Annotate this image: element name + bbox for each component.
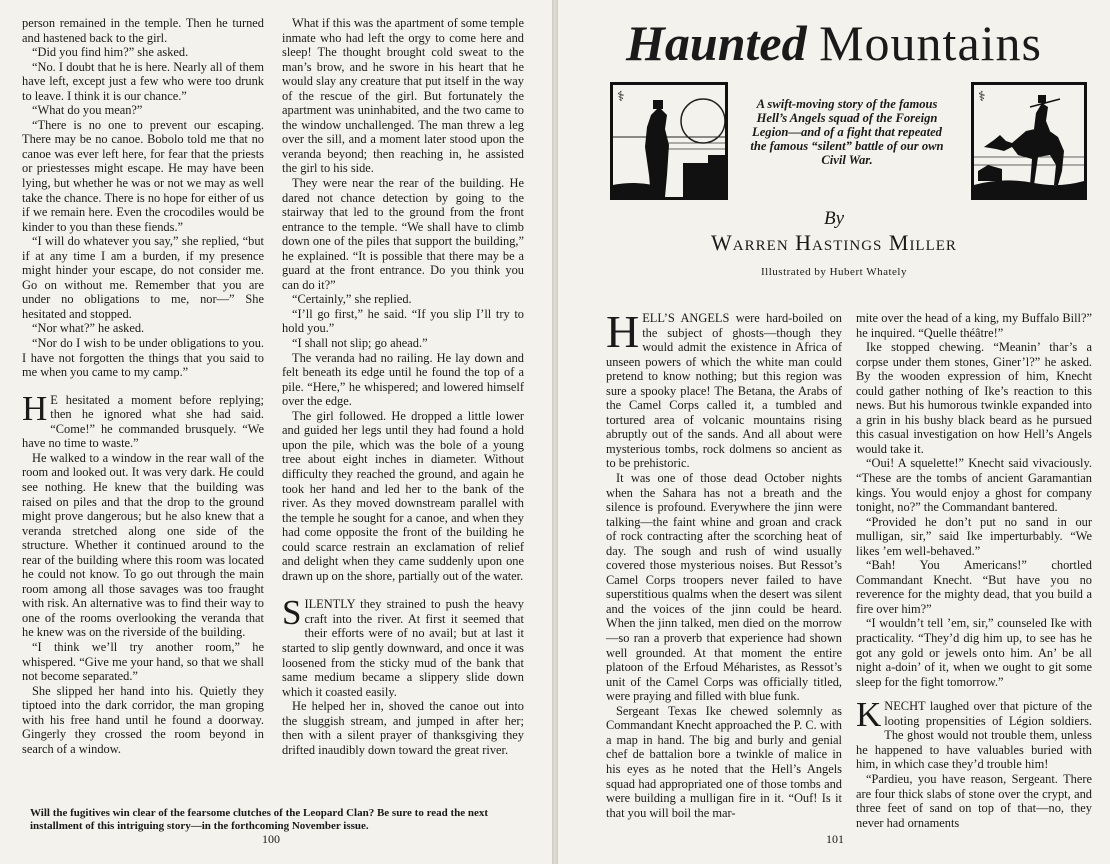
paragraph: “What do you mean?”	[32, 103, 143, 118]
continuation-note: Will the fugitives win clear of the fearsome clutches of the Leopard Clan? Be sure to read the next installment of this intriguing story—in the forthcoming November issue.	[30, 807, 489, 832]
drop-cap: H	[22, 388, 48, 428]
paragraph: The veranda had no railing. He lay down and felt beneath its edge until he found the top of a pile. “Here,” he whispered; and lowered himself over the edge.	[282, 350, 524, 409]
byline-by: By	[823, 208, 845, 229]
paragraph: “Nor do I wish to be under obligations to you. I have not forgotten the things that you said to me when you came to my camp.”	[22, 336, 264, 380]
section-opening: H E hesitated a moment before replying; then he ignored what she had said. “Come!” he commanded brusquely. “We have no time to waste.”	[22, 388, 264, 451]
paragraph: “Bah! You Americans!” chortled Commandant Knecht. “But have you no reverence for the mighty dead, that you build a fire over him?”	[856, 558, 1092, 616]
paragraph: “I shall not slip; go ahead.”	[292, 336, 428, 351]
paragraph: “I wouldn’t tell ’em, sir,” counseled Ike with practicality. “They’d dig him up, to see has he got any gold or jewels onto him. An’ be all night a-doin’ of it, when we ought to git some sleep for the fight tomorrow.”	[856, 616, 1092, 689]
drop-cap: K	[856, 695, 882, 735]
svg-text:⚕: ⚕	[978, 89, 986, 105]
author-name: Warren Hastings Miller	[711, 230, 957, 255]
paragraph: “I’ll go first,” he said. “If you slip I’ll try to hold you.”	[282, 306, 524, 336]
paragraph: He walked to a window in the rear wall of the room and looked out. It was very dark. He could see nothing. He knew that the building was raised on piles and that the drop to the ground might prove dangerous; but he also knew that a veranda stretched along one side of the structure. Whether it continued around to the rear of the building where this room was located he could not know. To go out through the main room among all those savages was too fraught with risk. An alternative was to find their way to one of the rooms overlooking the veranda that he knew was on the riverside of the building.	[22, 450, 264, 640]
left-column-2	[282, 16, 524, 757]
drop-cap: S	[282, 593, 302, 633]
title-rest: Mountains	[819, 15, 1042, 71]
right-column-2	[856, 311, 1092, 830]
story-title	[558, 14, 1110, 72]
paragraph: “I think we’ll try another room,” he whispered. “Give me your hand, so that we shall not become separated.”	[22, 639, 264, 684]
paragraph: “No. I doubt that he is here. Nearly all of them have left, except just a few who were too drunk to leave. I think it is our chance.”	[22, 59, 264, 103]
paragraph: Ike stopped chewing. “Meanin’ thar’s a corpse under them stones, Giner’l?” he asked. By the wooden expression of him, Knecht could gather nothing of Ike’s reaction to this news. But his humorous twinkle expanded into a grin in his bushy black beard as he pursued this casual investigation on how Hell’s Angels would take it.	[856, 340, 1092, 456]
soldier-silhouette-image	[613, 85, 725, 197]
svg-text:⚕: ⚕	[617, 89, 625, 105]
paragraph: What if this was the apartment of some temple inmate who had left the orgy to come here and sleep! The thought brought cold sweat to the man’s brow, and he swore in his heart that he would slay any creature that put itself in the way of the rescue of the girl. But fortunately the apartment was uninhabited, and the two came to the window unchallenged. The man threw a leg over the sill, and a moment later stood upon the veranda beyond; then reaching in, he assisted the girl to his side.	[282, 16, 524, 176]
right-page	[558, 0, 1110, 864]
paragraph: mite over the head of a king, my Buffalo Bill?” he inquired. “Quelle théâtre!”	[856, 311, 1092, 340]
paragraph: It was one of those dead October nights when the Sahara has not a breath and the silence is profound. Everywhere the jinn were talking—the faint whine and groan and crack of rock contracting after the scorching heat of day. The sough and rush of wind usually covered those mysterious noises. But Ressot’s Camel Corps troopers never failed to have superstitious qualms when the desert was silent and the voices of the jinn could be heard. When the jinn talked, men died on the morrow—so ran a proverb that experience had shown well grounded. At that moment the entire platoon of the Erfoud Méharistes, as Ressot’s unit of the Camel Corps was officially titled, were praying and filled with blue funk.	[606, 471, 842, 704]
camel-rider-silhouette-image	[974, 85, 1084, 197]
paragraph: person remained in the temple. Then he turned and hastened back to the girl.	[22, 16, 264, 45]
illustration-soldier	[610, 82, 728, 200]
paragraph: “Pardieu, you have reason, Sergeant. There are four thick slabs of stone over the crypt, and three feet of sand on top of that—no, they never had ornaments	[856, 771, 1092, 830]
title-italic: Haunted	[626, 15, 807, 71]
left-column-1	[22, 16, 264, 756]
paragraph: “Provided he don’t put no sand in our mulligan, sir,” said Ike imperturbably. “We likes ’em well-behaved.”	[856, 514, 1092, 558]
right-column-1	[606, 306, 842, 820]
paragraph: They were near the rear of the building. He dared not chance detection by going to the stairway that led to the ground from the front entrance to the temple. “We shall have to climb down one of the piles that support the building,” he explained. “It is possible that there may be a guard at the front entrance. Do you think you can do it?”	[282, 176, 524, 292]
illustration-camel-rider	[971, 82, 1087, 200]
illustrator-credit: Illustrated by Hubert Whately	[761, 266, 907, 278]
story-blurb: A swift-moving story of the famous Hell’s Angels squad of the Foreign Legion—and of a fight that repeated the famous “silent” battle of our own Civil War.	[750, 97, 944, 167]
paragraph: She slipped her hand into his. Quietly they tiptoed into the dark corridor, the man groping with his free hand until he found a doorway. Gingerly they crossed the room beyond in search of a window.	[22, 683, 264, 756]
left-page	[0, 0, 552, 864]
section-opening: HELL’S ANGELS were hard-boiled on the subject of ghosts—though they would admit the existence in Africa of unseen powers of which the white man could pretend to know nothing; but this region was sure a spooky place! The Betana, the Arabs of the Camel Corps called it, a tumbled and tortured area of volcanic mountains rising abruptly out of the sands. And all about were mysterious tombs, rock dolmens so ancient as to be prehistoric.	[606, 306, 842, 471]
drop-cap: H	[606, 306, 640, 357]
paragraph: “I will do whatever you say,” she replied, “but if at any time I am a burden, if my presence might hinder your escape, do not consider me. Go on without me. Remember that you are under no obligations to me, nor—” She hesitated and stopped.	[22, 234, 264, 321]
page-number: 100	[262, 832, 280, 846]
page-number: 101	[826, 832, 844, 846]
paragraph: “There is no one to prevent our escaping. There may be no canoe. Bobolo told me that no canoe was ever left here, for fear that the priests or priestesses might escape. He may have been lying, but whether he was or not we may as well take the chance. There is no hope for either of us if we remain here. Even the crocodiles would be kinder to you than these fiends.”	[22, 117, 264, 234]
paragraph: He helped her in, shoved the canoe out into the sluggish stream, and jumped in after her; then with a silent prayer of thanksgiving they drifted inaudibly down toward the great river.	[282, 699, 524, 757]
paragraph: “Nor what?” he asked.	[32, 321, 145, 336]
section-opening: KNECHT laughed over that picture of the looting propensities of Légion soldiers. The ghost would not trouble them, unless he happened to have valuables buried with him, in which case they’d trouble him!	[856, 695, 1092, 772]
paragraph: “Certainly,” she replied.	[292, 292, 412, 307]
paragraph: “Oui! A squelette!” Knecht said vivaciously. “These are the tombs of ancient Garamantian kings. You would enjoy a ghost for company tonight, no?” the Commandant bantered.	[856, 456, 1092, 515]
paragraph: “Did you find him?” she asked.	[32, 45, 189, 60]
paragraph: Sergeant Texas Ike chewed solemnly as Commandant Knecht approached the P. C. with a map in hand. The big and burly and genial chef de battalion bore a twinkle of malice in his eyes as he noted that the Hell’s Angels squad had appropriated one of those tombs and were building a mulligan fire in it. “Ouf! Is it that you will boil the mar-	[606, 703, 842, 820]
section-opening: SILENTLY they strained to push the heavy craft into the river. At first it seemed that their efforts were of no avail; but at last it started to slip gently downward, and once it was loosened from the sticky mud of the bank that same medium became a slippery slide down which it coasted easily.	[282, 593, 524, 699]
paragraph: The girl followed. He dropped a little lower and guided her legs until they had found a hold upon the pile, which was the bole of a young tree about eight inches in diameter. Without difficulty they reached the ground, and again he took her hand and led her to the bank of the river. As they moved downstream parallel with the temple he sought for a canoe, and when they had come opposite the front of the building he could scarce restrain an exclamation of relief and delight when they came suddenly upon one drawn up on the shore, partially out of the water.	[282, 408, 524, 583]
